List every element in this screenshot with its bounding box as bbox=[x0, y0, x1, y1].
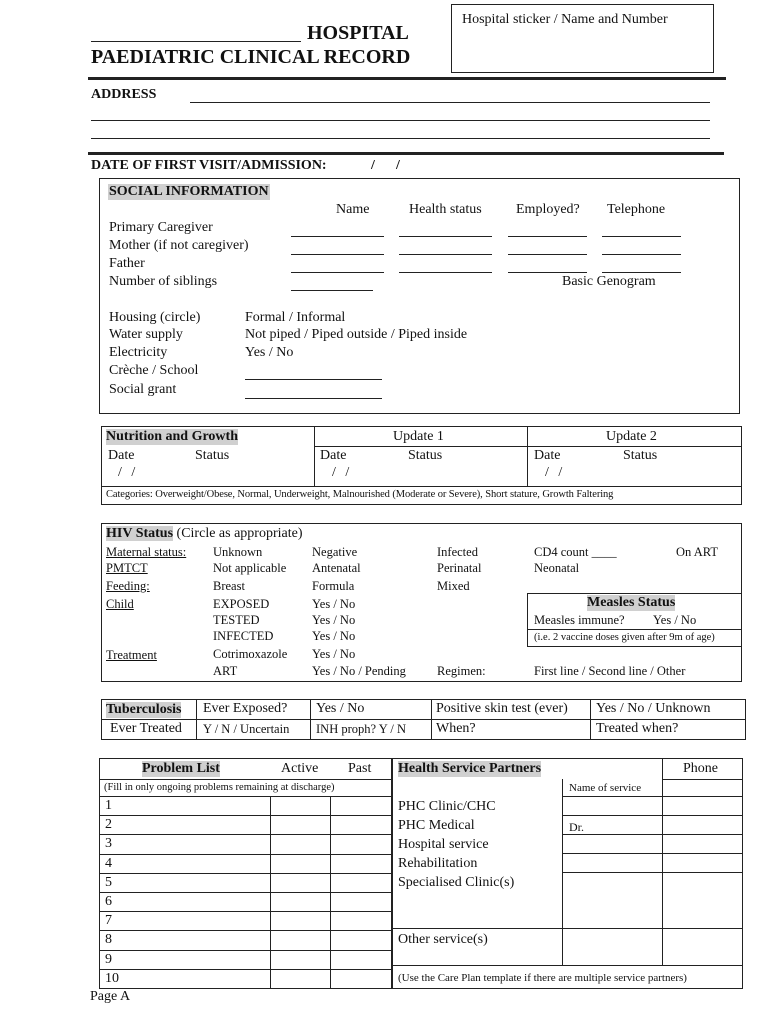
problem-row[interactable] bbox=[99, 930, 392, 949]
first-visit-date-sep2[interactable]: / bbox=[396, 158, 400, 173]
father-name-blank[interactable] bbox=[291, 271, 384, 273]
tb-skin-test-value[interactable]: Yes / No / Unknown bbox=[596, 701, 711, 716]
child-infected: INFECTED bbox=[213, 629, 274, 643]
col-name: Name bbox=[336, 202, 370, 217]
hospital-name-blank[interactable] bbox=[91, 40, 301, 42]
housing-value[interactable]: Formal / Informal bbox=[245, 310, 346, 325]
measles-note-line bbox=[527, 629, 742, 630]
problem-row-number: 8 bbox=[105, 932, 112, 948]
update2-label: Update 2 bbox=[606, 429, 657, 444]
maternal-unknown[interactable]: Unknown bbox=[213, 545, 263, 559]
tb-col1 bbox=[196, 699, 197, 740]
cd4-count[interactable]: CD4 count ____ bbox=[534, 545, 617, 559]
nutrition-date-0: Date bbox=[108, 448, 135, 463]
col-health-status: Health status bbox=[409, 202, 482, 217]
partners-line-1 bbox=[562, 796, 743, 797]
header-rule bbox=[88, 77, 726, 80]
on-art[interactable]: On ART bbox=[676, 545, 718, 559]
creche-label: Crèche / School bbox=[109, 363, 199, 378]
child-tested: TESTED bbox=[213, 613, 260, 627]
measles-note: (i.e. 2 vaccine doses given after 9m of age) bbox=[534, 632, 715, 643]
maternal-infected[interactable]: Infected bbox=[437, 545, 478, 559]
pmtct-label: PMTCT bbox=[106, 561, 148, 575]
cotrimoxazole-yes-no[interactable]: Yes / No bbox=[312, 647, 356, 661]
problem-row[interactable] bbox=[99, 854, 392, 873]
hospital-label: HOSPITAL bbox=[307, 22, 409, 44]
phc-medical-dr[interactable]: Dr. bbox=[569, 820, 584, 834]
problem-list-title: Problem List bbox=[142, 761, 220, 776]
row-father: Father bbox=[109, 256, 145, 271]
specialised-clinics: Specialised Clinic(s) bbox=[398, 875, 515, 890]
nutrition-col1 bbox=[314, 426, 315, 486]
grant-label: Social grant bbox=[109, 382, 177, 397]
address-label: ADDRESS bbox=[91, 87, 157, 102]
grant-blank[interactable] bbox=[245, 397, 382, 399]
pmtct-perinatal[interactable]: Perinatal bbox=[437, 561, 482, 575]
partners-header-line bbox=[662, 779, 743, 780]
row-mother: Mother (if not caregiver) bbox=[109, 238, 249, 253]
tb-inh-proph[interactable]: INH proph? Y / N bbox=[316, 722, 407, 736]
nutrition-divider bbox=[101, 486, 742, 487]
tb-treated-value[interactable]: Y / N / Uncertain bbox=[203, 722, 290, 736]
electricity-value[interactable]: Yes / No bbox=[245, 345, 294, 360]
hiv-subtitle: (Circle as appropriate) bbox=[176, 526, 303, 541]
page-number: Page A bbox=[90, 989, 131, 1004]
hospital-service: Hospital service bbox=[398, 837, 489, 852]
address-line-2[interactable] bbox=[91, 119, 710, 121]
nutrition-date-input-0[interactable]: / / bbox=[118, 465, 136, 480]
sticker-label: Hospital sticker / Name and Number bbox=[462, 12, 668, 27]
partners-line-2 bbox=[562, 815, 743, 816]
care-plan-note: (Use the Care Plan template if there are multiple service partners) bbox=[398, 972, 687, 984]
child-infected-yes-no[interactable]: Yes / No bbox=[312, 629, 356, 643]
col-employed: Employed? bbox=[516, 202, 580, 217]
tb-exposed-yes-no[interactable]: Yes / No bbox=[316, 701, 365, 716]
partners-line-4 bbox=[562, 853, 743, 854]
first-visit-date-sep1[interactable]: / bbox=[371, 158, 375, 173]
maternal-status-label: Maternal status: bbox=[106, 545, 187, 559]
mother-name-blank[interactable] bbox=[291, 253, 384, 255]
tb-col3 bbox=[431, 699, 432, 740]
regimen-value[interactable]: First line / Second line / Other bbox=[534, 664, 686, 678]
phc-clinic: PHC Clinic/CHC bbox=[398, 799, 496, 814]
problem-row[interactable] bbox=[99, 834, 392, 853]
problem-row-number: 9 bbox=[105, 951, 112, 967]
cotrimoxazole: Cotrimoxazole bbox=[213, 647, 288, 661]
address-rule bbox=[88, 152, 724, 155]
measles-immune-label: Measles immune? bbox=[534, 613, 625, 627]
nutrition-header-line bbox=[314, 446, 742, 447]
problem-active: Active bbox=[281, 761, 319, 776]
other-services: Other service(s) bbox=[398, 932, 488, 947]
social-title: SOCIAL INFORMATION bbox=[109, 184, 269, 199]
problem-row[interactable] bbox=[99, 892, 392, 911]
problem-header-line bbox=[99, 779, 392, 780]
problem-row-number: 3 bbox=[105, 836, 112, 852]
nutrition-date-input-2[interactable]: / / bbox=[545, 465, 563, 480]
partners-box bbox=[392, 758, 743, 989]
water-label: Water supply bbox=[109, 327, 183, 342]
pmtct-not-applicable[interactable]: Not applicable bbox=[213, 561, 287, 575]
partners-phone: Phone bbox=[683, 761, 718, 776]
child-exposed: EXPOSED bbox=[213, 597, 270, 611]
child-tested-yes-no[interactable]: Yes / No bbox=[312, 613, 356, 627]
nutrition-date-2: Date bbox=[534, 448, 561, 463]
nutrition-title: Nutrition and Growth bbox=[106, 429, 238, 444]
feeding-label: Feeding: bbox=[106, 579, 150, 593]
hospital-sticker-box[interactable] bbox=[451, 4, 714, 73]
tb-when: When? bbox=[436, 721, 476, 736]
problem-row[interactable] bbox=[99, 969, 392, 988]
tb-col2 bbox=[310, 699, 311, 740]
problem-row[interactable] bbox=[99, 815, 392, 834]
tb-col4 bbox=[590, 699, 591, 740]
problem-note: (Fill in only ongoing problems remaining at discharge) bbox=[104, 782, 335, 793]
col-telephone: Telephone bbox=[607, 202, 666, 217]
tb-row-line bbox=[101, 719, 746, 720]
nutrition-status-2: Status bbox=[623, 448, 658, 463]
tb-skin-test: Positive skin test (ever) bbox=[436, 701, 568, 716]
problem-row-number: 10 bbox=[105, 970, 119, 986]
child-label: Child bbox=[106, 597, 134, 611]
problem-row-number: 2 bbox=[105, 817, 112, 833]
tb-ever-treated: Ever Treated bbox=[110, 721, 182, 736]
update1-label: Update 1 bbox=[393, 429, 444, 444]
problem-row[interactable] bbox=[99, 950, 392, 969]
water-value[interactable]: Not piped / Piped outside / Piped inside bbox=[245, 327, 468, 342]
regimen-label: Regimen: bbox=[437, 664, 486, 678]
feeding-formula[interactable]: Formula bbox=[312, 579, 355, 593]
address-line-1[interactable] bbox=[190, 101, 710, 103]
problem-row-number: 1 bbox=[105, 798, 112, 813]
partners-line-5 bbox=[562, 872, 743, 873]
mother-health-blank[interactable] bbox=[399, 253, 492, 255]
problem-row-number: 6 bbox=[105, 894, 112, 909]
child-exposed-yes-no[interactable]: Yes / No bbox=[312, 597, 356, 611]
nutrition-status-1: Status bbox=[408, 448, 443, 463]
feeding-mixed[interactable]: Mixed bbox=[437, 579, 470, 593]
art-value[interactable]: Yes / No / Pending bbox=[312, 664, 406, 678]
tb-ever-exposed: Ever Exposed? bbox=[203, 701, 288, 716]
hiv-header bbox=[106, 526, 303, 542]
pmtct-neonatal[interactable]: Neonatal bbox=[534, 561, 580, 575]
problem-row-number: 7 bbox=[105, 913, 112, 929]
treatment-label: Treatment bbox=[106, 648, 157, 662]
mother-phone-blank[interactable] bbox=[602, 253, 681, 255]
maternal-negative[interactable]: Negative bbox=[312, 545, 358, 559]
problem-row-number: 5 bbox=[105, 874, 112, 890]
father-phone-blank[interactable] bbox=[602, 271, 681, 273]
tb-treated-when: Treated when? bbox=[596, 721, 679, 736]
housing-label: Housing (circle) bbox=[109, 310, 201, 325]
nutrition-date-1: Date bbox=[320, 448, 347, 463]
caregiver-phone-blank[interactable] bbox=[602, 235, 681, 237]
rehabilitation: Rehabilitation bbox=[398, 856, 478, 871]
nutrition-col2 bbox=[527, 426, 528, 486]
tb-title: Tuberculosis bbox=[106, 702, 182, 717]
siblings-blank[interactable] bbox=[291, 289, 373, 291]
creche-blank[interactable] bbox=[245, 378, 382, 380]
nutrition-date-input-1[interactable]: / / bbox=[332, 465, 350, 480]
row-primary-caregiver: Primary Caregiver bbox=[109, 220, 213, 235]
pmtct-antenatal[interactable]: Antenatal bbox=[312, 561, 361, 575]
basic-genogram-label: Basic Genogram bbox=[562, 274, 656, 289]
name-of-service: Name of service bbox=[569, 782, 642, 794]
nutrition-categories: Categories: Overweight/Obese, Normal, Underweight, Malnourished (Moderate or Severe), Short stature, Growth Faltering bbox=[106, 489, 614, 500]
electricity-label: Electricity bbox=[109, 345, 168, 360]
address-line-3[interactable] bbox=[91, 137, 710, 139]
father-employed-blank[interactable] bbox=[508, 271, 587, 273]
partners-col-phone bbox=[662, 758, 663, 965]
record-title: PAEDIATRIC CLINICAL RECORD bbox=[91, 46, 411, 68]
row-siblings: Number of siblings bbox=[109, 274, 218, 289]
phc-medical: PHC Medical bbox=[398, 818, 475, 833]
problem-row-number: 4 bbox=[105, 855, 112, 871]
problem-row[interactable] bbox=[99, 796, 392, 815]
caregiver-name-blank[interactable] bbox=[291, 235, 384, 237]
partners-line-3 bbox=[562, 834, 743, 835]
partners-title: Health Service Partners bbox=[398, 761, 542, 776]
problem-row[interactable] bbox=[99, 873, 392, 892]
measles-immune-value[interactable]: Yes / No bbox=[653, 613, 697, 627]
mother-employed-blank[interactable] bbox=[508, 253, 587, 255]
measles-title: Measles Status bbox=[587, 595, 676, 610]
art-label: ART bbox=[213, 664, 238, 678]
feeding-breast[interactable]: Breast bbox=[213, 579, 245, 593]
problem-past: Past bbox=[348, 761, 372, 776]
caregiver-health-blank[interactable] bbox=[399, 235, 492, 237]
caregiver-employed-blank[interactable] bbox=[508, 235, 587, 237]
first-visit-label: DATE OF FIRST VISIT/ADMISSION: bbox=[91, 158, 327, 173]
hiv-title: HIV Status bbox=[106, 526, 174, 541]
nutrition-status-0: Status bbox=[195, 448, 230, 463]
problem-row[interactable] bbox=[99, 911, 392, 930]
father-health-blank[interactable] bbox=[399, 271, 492, 273]
partners-line-6 bbox=[392, 928, 743, 929]
partners-line-7 bbox=[392, 965, 743, 966]
